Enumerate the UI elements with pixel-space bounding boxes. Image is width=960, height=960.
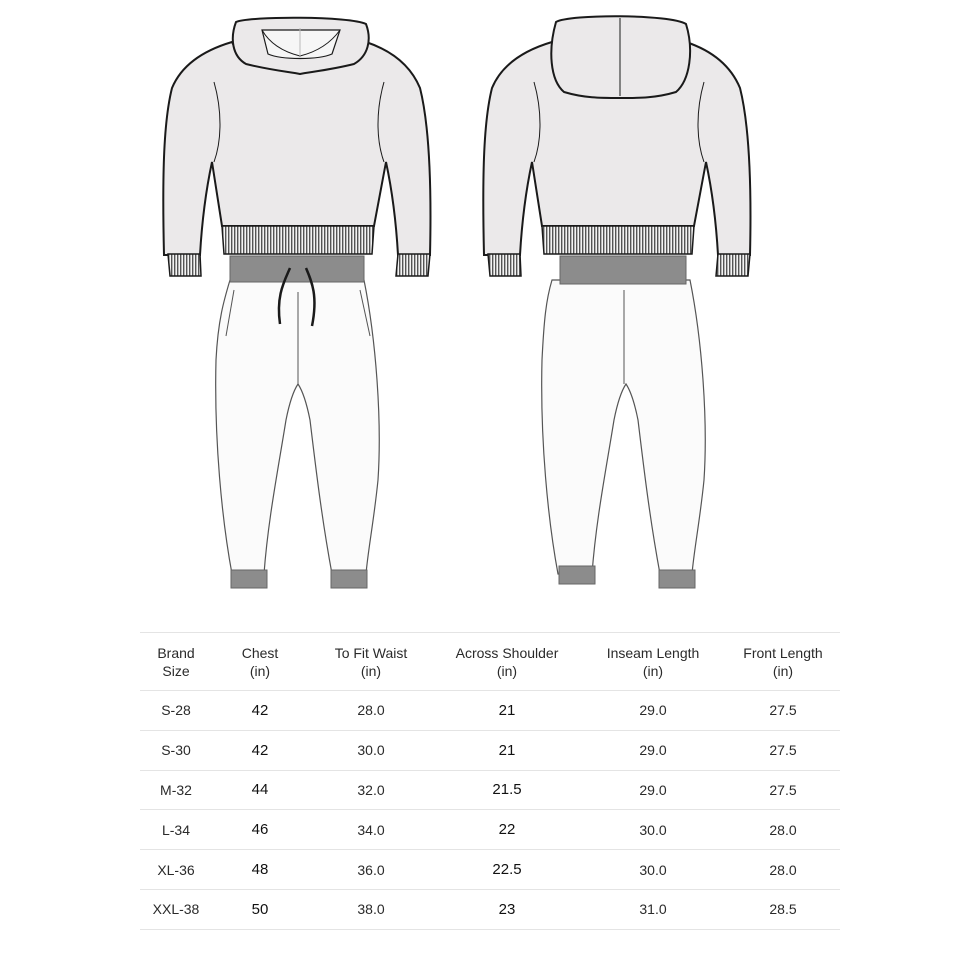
cell-brand-size: XL-36 (140, 850, 212, 890)
cell-inseam: 31.0 (580, 889, 726, 929)
cell-front-length: 28.5 (726, 889, 840, 929)
cell-inseam: 30.0 (580, 850, 726, 890)
cell-front-length: 28.0 (726, 850, 840, 890)
cell-inseam: 30.0 (580, 810, 726, 850)
hoodie-front-icon (163, 18, 430, 276)
table-row (140, 770, 840, 810)
joggers-front-icon (216, 256, 380, 588)
cell-chest: 44 (212, 770, 308, 810)
cell-chest: 42 (212, 730, 308, 770)
cell-brand-size: M-32 (140, 770, 212, 810)
cell-brand-size: S-28 (140, 691, 212, 731)
cell-waist: 36.0 (308, 850, 434, 890)
table-row (140, 691, 840, 731)
table-row (140, 730, 840, 770)
cell-inseam: 29.0 (580, 770, 726, 810)
cell-brand-size: XXL-38 (140, 889, 212, 929)
cell-front-length: 27.5 (726, 691, 840, 731)
table-header-row (140, 633, 840, 691)
cell-waist: 32.0 (308, 770, 434, 810)
cell-chest: 42 (212, 691, 308, 731)
header-to-fit-waist: To Fit Waist (in) (308, 633, 434, 691)
size-chart-table (140, 632, 840, 930)
cell-front-length: 27.5 (726, 730, 840, 770)
header-inseam-length: Inseam Length (in) (580, 633, 726, 691)
cell-inseam: 29.0 (580, 730, 726, 770)
header-brand-size: Brand Size (140, 633, 212, 691)
cell-shoulder: 21 (434, 691, 580, 731)
cell-front-length: 27.5 (726, 770, 840, 810)
cell-brand-size: S-30 (140, 730, 212, 770)
cell-brand-size: L-34 (140, 810, 212, 850)
table-row (140, 810, 840, 850)
cell-shoulder: 21.5 (434, 770, 580, 810)
table-row (140, 889, 840, 929)
cell-shoulder: 22 (434, 810, 580, 850)
cell-waist: 38.0 (308, 889, 434, 929)
header-chest: Chest (in) (212, 633, 308, 691)
header-across-shoulder: Across Shoulder (in) (434, 633, 580, 691)
joggers-back-icon (542, 256, 706, 588)
cell-waist: 28.0 (308, 691, 434, 731)
cell-waist: 30.0 (308, 730, 434, 770)
hoodie-back-icon (483, 16, 750, 276)
cell-chest: 46 (212, 810, 308, 850)
cell-inseam: 29.0 (580, 691, 726, 731)
cell-chest: 48 (212, 850, 308, 890)
cell-shoulder: 23 (434, 889, 580, 929)
cell-shoulder: 21 (434, 730, 580, 770)
header-front-length: Front Length (in) (726, 633, 840, 691)
cell-shoulder: 22.5 (434, 850, 580, 890)
table-row (140, 850, 840, 890)
cell-front-length: 28.0 (726, 810, 840, 850)
cell-waist: 34.0 (308, 810, 434, 850)
cell-chest: 50 (212, 889, 308, 929)
